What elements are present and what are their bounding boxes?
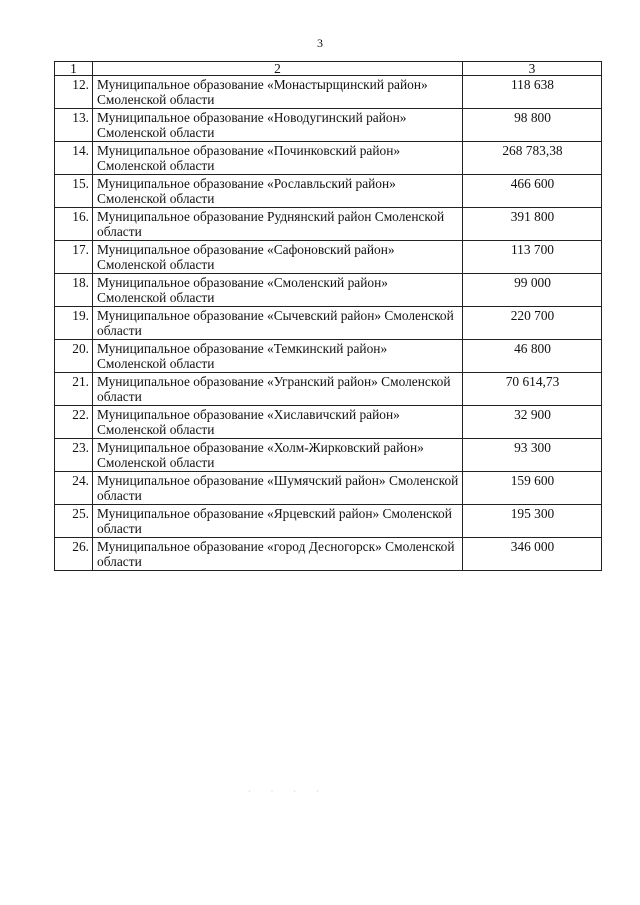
row-number: 22. <box>55 406 93 439</box>
table-row <box>55 241 602 274</box>
row-number: 20. <box>55 340 93 373</box>
amount-value: 268 783,38 <box>463 142 602 175</box>
amount-value: 98 800 <box>463 109 602 142</box>
row-number: 21. <box>55 373 93 406</box>
table-row <box>55 538 602 571</box>
row-number: 23. <box>55 439 93 472</box>
table-row <box>55 307 602 340</box>
municipality-name: Муниципальное образование Руднянский район Смоленской области <box>93 208 463 241</box>
municipality-name: Муниципальное образование «Новодугинский район» Смоленской области <box>93 109 463 142</box>
amount-value: 220 700 <box>463 307 602 340</box>
municipality-name: Муниципальное образование «Угранский район» Смоленской области <box>93 373 463 406</box>
municipality-name: Муниципальное образование «город Десногорск» Смоленской области <box>93 538 463 571</box>
row-number: 13. <box>55 109 93 142</box>
amount-value: 32 900 <box>463 406 602 439</box>
page-number: 3 <box>317 36 323 50</box>
table-row <box>55 109 602 142</box>
scan-artifact-dots: · · · · <box>248 787 328 796</box>
row-number: 17. <box>55 241 93 274</box>
header-col-1: 1 <box>55 62 93 76</box>
amount-value: 466 600 <box>463 175 602 208</box>
table-header-row <box>55 62 602 76</box>
municipalities-table <box>54 61 602 571</box>
row-number: 26. <box>55 538 93 571</box>
amount-value: 99 000 <box>463 274 602 307</box>
table-row <box>55 274 602 307</box>
table-row <box>55 373 602 406</box>
amount-value: 46 800 <box>463 340 602 373</box>
row-number: 25. <box>55 505 93 538</box>
row-number: 14. <box>55 142 93 175</box>
header-col-2: 2 <box>93 62 463 76</box>
table-row <box>55 208 602 241</box>
municipality-name: Муниципальное образование «Монастырщинский район» Смоленской области <box>93 76 463 109</box>
amount-value: 346 000 <box>463 538 602 571</box>
municipality-name: Муниципальное образование «Хиславичский район» Смоленской области <box>93 406 463 439</box>
municipality-name: Муниципальное образование «Сафоновский район» Смоленской области <box>93 241 463 274</box>
municipality-name: Муниципальное образование «Починковский район» Смоленской области <box>93 142 463 175</box>
table-row <box>55 340 602 373</box>
table-row <box>55 406 602 439</box>
row-number: 24. <box>55 472 93 505</box>
amount-value: 113 700 <box>463 241 602 274</box>
municipality-name: Муниципальное образование «Смоленский район» Смоленской области <box>93 274 463 307</box>
table-body <box>55 76 602 571</box>
amount-value: 391 800 <box>463 208 602 241</box>
municipality-name: Муниципальное образование «Темкинский район» Смоленской области <box>93 340 463 373</box>
row-number: 16. <box>55 208 93 241</box>
amount-value: 195 300 <box>463 505 602 538</box>
row-number: 12. <box>55 76 93 109</box>
row-number: 18. <box>55 274 93 307</box>
table-row <box>55 439 602 472</box>
table-row <box>55 505 602 538</box>
table-row <box>55 76 602 109</box>
row-number: 15. <box>55 175 93 208</box>
row-number: 19. <box>55 307 93 340</box>
table-row <box>55 472 602 505</box>
amount-value: 70 614,73 <box>463 373 602 406</box>
amount-value: 93 300 <box>463 439 602 472</box>
municipality-name: Муниципальное образование «Сычевский район» Смоленской области <box>93 307 463 340</box>
municipality-name: Муниципальное образование «Ярцевский район» Смоленской области <box>93 505 463 538</box>
municipality-name: Муниципальное образование «Холм-Жирковский район» Смоленской области <box>93 439 463 472</box>
table-row <box>55 142 602 175</box>
municipality-name: Муниципальное образование «Шумячский район» Смоленской области <box>93 472 463 505</box>
amount-value: 118 638 <box>463 76 602 109</box>
amount-value: 159 600 <box>463 472 602 505</box>
table-row <box>55 175 602 208</box>
header-col-3: 3 <box>463 62 602 76</box>
municipality-name: Муниципальное образование «Рославльский район» Смоленской области <box>93 175 463 208</box>
